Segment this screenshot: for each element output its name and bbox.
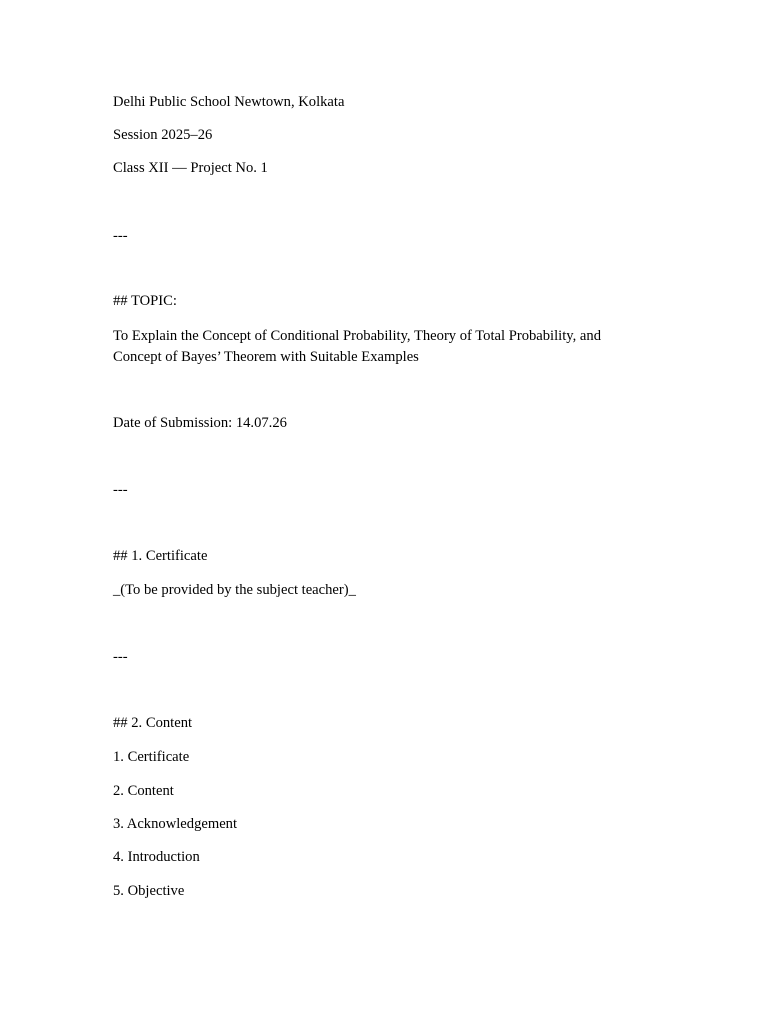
certificate-heading: ## 1. Certificate [113, 548, 208, 564]
submission-date: Date of Submission: 14.07.26 [113, 415, 287, 431]
school-name: Delhi Public School Newtown, Kolkata [113, 94, 345, 110]
content-heading: ## 2. Content [113, 715, 193, 731]
separator: --- [113, 482, 128, 498]
content-list-item: 2. Content [113, 783, 174, 799]
topic-text: To Explain the Concept of Conditional Probability, Theory of Total Probability, and Concept of Bayes’ Theorem with Suitable Examples [113, 328, 601, 365]
class-project-line: Class XII — Project No. 1 [113, 160, 268, 176]
content-list-item: 4. Introduction [113, 849, 200, 865]
topic-heading: ## TOPIC: [113, 293, 177, 309]
certificate-note: _(To be provided by the subject teacher)_ [113, 582, 356, 598]
content-list-item: 5. Objective [113, 883, 185, 899]
separator: --- [113, 228, 128, 244]
content-list-item: 1. Certificate [113, 749, 190, 765]
content-list-item: 3. Acknowledgement [113, 816, 238, 832]
session-line: Session 2025–26 [113, 127, 213, 143]
separator: --- [113, 649, 128, 665]
